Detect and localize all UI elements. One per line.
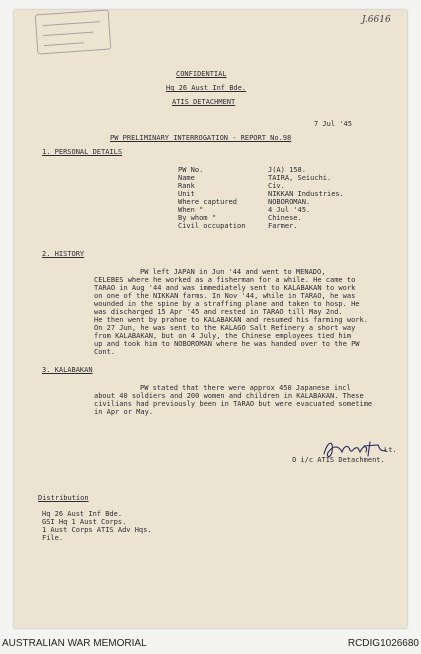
handwritten-reference: J.6616 (362, 15, 391, 25)
history-line: On 27 Jun, he was sent to the KALAGO Salt Refinery a short way (94, 324, 356, 332)
history-line: wounded in the spine by a straffing plane and taken to hosp. He (94, 300, 360, 308)
detail-value: NOBOROMAN. (268, 198, 311, 206)
history-line: He then went by prahoe to KALABAKAN and resumed his farming work. (94, 316, 368, 324)
archive-footer (0, 636, 421, 654)
distribution-item: 1 Aust Corps ATIS Adv Hqs. (42, 526, 152, 534)
distribution-heading: Distribution (38, 494, 89, 502)
classification-heading: CONFIDENTIAL (176, 70, 227, 78)
detachment-heading: ATIS DETACHMENT (172, 98, 236, 106)
distribution-item: File. (42, 534, 64, 542)
detail-value: NIKKAN Industries. (268, 190, 344, 198)
history-line: PW left JAPAN in Jun '44 and went to MENADO, (140, 268, 326, 276)
report-date: 7 Jul '45 (314, 120, 352, 128)
detail-value: 4 Jul '45. (268, 206, 311, 214)
section-personal-details-heading: 1. PERSONAL DETAILS (42, 148, 123, 156)
detail-value: Chinese. (268, 214, 302, 222)
history-line: from KALABAKAN, but on 4 July, the Chinese employees tied him (94, 332, 352, 340)
unit-heading: Hq 26 Aust Inf Bde. (166, 84, 247, 92)
signature-suffix: Lt. (384, 446, 397, 454)
detail-label: Unit (178, 190, 195, 198)
detail-value: TAIRA, Seiuchi. (268, 174, 332, 182)
section-history-heading: 2. HISTORY (42, 250, 85, 258)
detail-label: Civil occupation (178, 222, 246, 230)
detail-label: Where captured (178, 198, 238, 206)
footer-catalogue-id: RCDIG1026680 (347, 638, 419, 649)
distribution-item: GSI Hq 1 Aust Corps. (42, 518, 127, 526)
footer-source: AUSTRALIAN WAR MEMORIAL (2, 638, 147, 649)
detail-label: By whom " (178, 214, 216, 222)
history-line: Cont. (94, 348, 116, 356)
detail-value: J(A) 158. (268, 166, 306, 174)
report-title: PW PRELIMINARY INTERROGATION - REPORT No.98 (110, 134, 292, 142)
history-line: was discharged 15 Apr '45 and rested in TARAO till May 2nd. (94, 308, 343, 316)
history-line: up and took him to NOBOROMAN where he was handed over to the PW (94, 340, 360, 348)
history-line: CELEBES where he worked as a fisherman for a while. He came to (94, 276, 356, 284)
distribution-item: Hq 26 Aust Inf Bde. (42, 510, 123, 518)
kalabakan-line: civilians had previously been in TARAO but were evacuated sometime (94, 400, 373, 408)
document-page (14, 10, 407, 628)
history-line: on one of the NIKKAN farms. In Nov '44, while in TARAO, he was (94, 292, 356, 300)
detail-label: PW No. (178, 166, 204, 174)
kalabakan-line: about 40 soldiers and 200 women and children in KALABAKAN. These (94, 392, 364, 400)
detail-value: Civ. (268, 182, 285, 190)
detail-label: Name (178, 174, 195, 182)
detail-label: When " (178, 206, 204, 214)
section-kalabakan-heading: 3. KALABAKAN (42, 366, 93, 374)
kalabakan-line: in Apr or May. (94, 408, 154, 416)
signature-block: O i/c ATIS Detachment. (292, 456, 385, 464)
detail-label: Rank (178, 182, 195, 190)
kalabakan-line: PW stated that there were approx 450 Japanese incl (140, 384, 351, 392)
detail-value: Farmer. (268, 222, 298, 230)
registry-stamp (35, 9, 112, 54)
history-line: TARAO in Aug '44 and was immediately sent to KALABAKAN to work (94, 284, 356, 292)
